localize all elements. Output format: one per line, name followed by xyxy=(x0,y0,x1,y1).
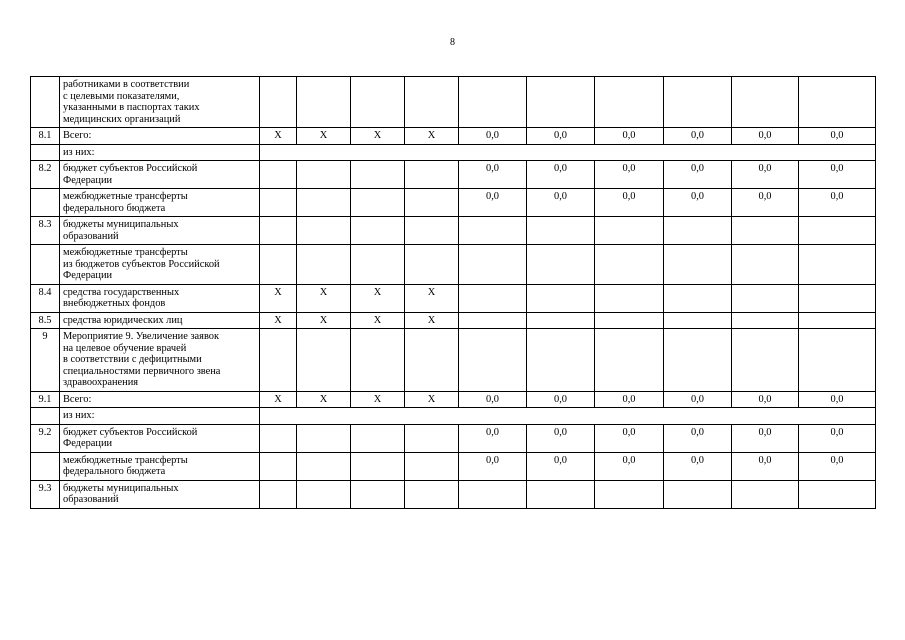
table-cell: Х xyxy=(297,312,351,329)
row-number xyxy=(31,189,60,217)
table-cell xyxy=(732,217,799,245)
table-cell: 0,0 xyxy=(459,391,527,408)
row-description: Всего: xyxy=(60,128,260,145)
table-cell xyxy=(664,77,732,128)
table-cell: Х xyxy=(351,391,405,408)
table-cell: 0,0 xyxy=(595,424,664,452)
table-cell xyxy=(260,452,297,480)
table-cell xyxy=(405,161,459,189)
table-cell xyxy=(595,284,664,312)
table-cell xyxy=(799,480,876,508)
table-cell: 0,0 xyxy=(595,391,664,408)
table-cell: 0,0 xyxy=(664,391,732,408)
row-description: из них: xyxy=(60,144,260,161)
table-cell xyxy=(297,452,351,480)
row-description: межбюджетные трансферты федерального бюджета xyxy=(60,189,260,217)
table-cell: 0,0 xyxy=(732,128,799,145)
table-cell: Х xyxy=(260,128,297,145)
table-cell xyxy=(405,217,459,245)
table-cell: Х xyxy=(405,391,459,408)
table-cell: 0,0 xyxy=(459,128,527,145)
table-cell xyxy=(732,284,799,312)
table-cell xyxy=(260,189,297,217)
table-cell: 0,0 xyxy=(664,189,732,217)
table-cell xyxy=(260,329,297,392)
row-number: 8.5 xyxy=(31,312,60,329)
table-cell: Х xyxy=(351,128,405,145)
row-description: средства государственных внебюджетных фондов xyxy=(60,284,260,312)
table-cell xyxy=(527,312,595,329)
table-row xyxy=(31,77,876,128)
row-number xyxy=(31,408,60,425)
table-cell xyxy=(297,480,351,508)
table-cell xyxy=(459,217,527,245)
row-description: работниками в соответствии с целевыми показателями, указанными в паспортах таких медицинских организаций xyxy=(60,77,260,128)
table-cell xyxy=(799,312,876,329)
table-cell xyxy=(799,284,876,312)
table-cell xyxy=(527,217,595,245)
table-cell xyxy=(260,77,297,128)
table-row xyxy=(31,312,876,329)
budget-table xyxy=(30,76,876,509)
table-row xyxy=(31,391,876,408)
table-cell: 0,0 xyxy=(799,189,876,217)
table-cell xyxy=(351,217,405,245)
table-cell: 0,0 xyxy=(664,128,732,145)
table-cell: 0,0 xyxy=(732,189,799,217)
table-cell: 0,0 xyxy=(595,128,664,145)
table-cell xyxy=(297,77,351,128)
row-number: 8.1 xyxy=(31,128,60,145)
table-cell: 0,0 xyxy=(459,452,527,480)
table-cell xyxy=(527,480,595,508)
table-cell xyxy=(459,77,527,128)
row-description: бюджет субъектов Российской Федерации xyxy=(60,161,260,189)
table-cell: 0,0 xyxy=(799,452,876,480)
table-cell xyxy=(664,329,732,392)
row-number xyxy=(31,144,60,161)
row-description: Всего: xyxy=(60,391,260,408)
table-cell: Х xyxy=(297,128,351,145)
table-cell: 0,0 xyxy=(459,161,527,189)
table-cell: Х xyxy=(351,312,405,329)
row-number: 9.1 xyxy=(31,391,60,408)
table-cell xyxy=(351,452,405,480)
table-cell: Х xyxy=(405,312,459,329)
row-number: 8.2 xyxy=(31,161,60,189)
table-cell xyxy=(595,312,664,329)
table-cell xyxy=(799,245,876,285)
table-cell: 0,0 xyxy=(595,161,664,189)
table-cell: 0,0 xyxy=(459,424,527,452)
table-cell: 0,0 xyxy=(664,161,732,189)
table-row xyxy=(31,480,876,508)
table-cell xyxy=(595,77,664,128)
row-description: межбюджетные трансферты из бюджетов субъектов Российской Федерации xyxy=(60,245,260,285)
table-cell: 0,0 xyxy=(595,452,664,480)
table-cell xyxy=(260,424,297,452)
table-cell: 0,0 xyxy=(732,161,799,189)
table-cell xyxy=(732,245,799,285)
table-cell: 0,0 xyxy=(527,391,595,408)
table-cell xyxy=(664,312,732,329)
table-cell xyxy=(351,480,405,508)
row-description: межбюджетные трансферты федерального бюджета xyxy=(60,452,260,480)
table-cell: 0,0 xyxy=(799,128,876,145)
table-cell xyxy=(297,424,351,452)
table-cell: 0,0 xyxy=(527,424,595,452)
table-cell xyxy=(405,245,459,285)
table-cell: 0,0 xyxy=(799,424,876,452)
table-cell: Х xyxy=(405,284,459,312)
table-cell xyxy=(405,480,459,508)
table-row xyxy=(31,189,876,217)
row-number: 9.3 xyxy=(31,480,60,508)
table-cell xyxy=(260,217,297,245)
table-cell xyxy=(527,77,595,128)
table-cell xyxy=(405,329,459,392)
table-row xyxy=(31,424,876,452)
table-cell: Х xyxy=(260,284,297,312)
table-cell: 0,0 xyxy=(527,452,595,480)
table-cell: Х xyxy=(260,312,297,329)
row-description: бюджеты муниципальных образований xyxy=(60,217,260,245)
row-description: средства юридических лиц xyxy=(60,312,260,329)
table-cell xyxy=(459,284,527,312)
table-cell xyxy=(527,284,595,312)
span-cell xyxy=(260,144,876,161)
table-cell: Х xyxy=(297,284,351,312)
table-cell xyxy=(405,424,459,452)
table-cell: 0,0 xyxy=(799,391,876,408)
table-cell xyxy=(732,77,799,128)
table-cell: 0,0 xyxy=(459,189,527,217)
table-row xyxy=(31,329,876,392)
row-description: из них: xyxy=(60,408,260,425)
table-cell: 0,0 xyxy=(527,128,595,145)
row-number xyxy=(31,452,60,480)
table-cell xyxy=(405,77,459,128)
table-cell: 0,0 xyxy=(732,424,799,452)
table-cell xyxy=(732,480,799,508)
table-cell xyxy=(459,480,527,508)
row-number xyxy=(31,245,60,285)
table-cell xyxy=(527,245,595,285)
row-description: бюджет субъектов Российской Федерации xyxy=(60,424,260,452)
table-cell: 0,0 xyxy=(732,391,799,408)
table-cell xyxy=(351,245,405,285)
table-cell: Х xyxy=(297,391,351,408)
row-number: 9 xyxy=(31,329,60,392)
table-row xyxy=(31,408,876,425)
table-cell xyxy=(297,161,351,189)
table-row xyxy=(31,161,876,189)
table-cell xyxy=(459,312,527,329)
table-cell xyxy=(799,77,876,128)
table-row xyxy=(31,144,876,161)
table-cell xyxy=(595,217,664,245)
table-cell xyxy=(459,245,527,285)
table-cell xyxy=(527,329,595,392)
table-cell xyxy=(260,161,297,189)
table-cell xyxy=(405,452,459,480)
table-cell xyxy=(664,245,732,285)
table-cell: Х xyxy=(260,391,297,408)
table-cell xyxy=(595,329,664,392)
table-cell: 0,0 xyxy=(595,189,664,217)
table-cell xyxy=(297,245,351,285)
table-cell xyxy=(351,77,405,128)
table-cell xyxy=(351,424,405,452)
table-row xyxy=(31,217,876,245)
table-cell xyxy=(260,480,297,508)
table-row xyxy=(31,452,876,480)
table-cell xyxy=(351,161,405,189)
table-row xyxy=(31,245,876,285)
table-cell: Х xyxy=(405,128,459,145)
table-cell xyxy=(664,480,732,508)
table-body xyxy=(31,77,876,509)
table-cell xyxy=(297,329,351,392)
table-cell: 0,0 xyxy=(664,452,732,480)
table-cell xyxy=(595,245,664,285)
table-cell xyxy=(351,329,405,392)
row-description: бюджеты муниципальных образований xyxy=(60,480,260,508)
row-number xyxy=(31,77,60,128)
table-cell: 0,0 xyxy=(732,452,799,480)
row-number: 9.2 xyxy=(31,424,60,452)
table-cell: 0,0 xyxy=(664,424,732,452)
table-cell xyxy=(351,189,405,217)
row-number: 8.4 xyxy=(31,284,60,312)
table-cell xyxy=(799,217,876,245)
row-description: Мероприятие 9. Увеличение заявок на целевое обучение врачей в соответствии с дефицитными специальностями первичного звена здравоохранения xyxy=(60,329,260,392)
table-cell: Х xyxy=(351,284,405,312)
table-cell: 0,0 xyxy=(527,161,595,189)
table-row xyxy=(31,284,876,312)
table-cell xyxy=(732,312,799,329)
table-cell xyxy=(459,329,527,392)
table-cell xyxy=(297,217,351,245)
table-cell: 0,0 xyxy=(527,189,595,217)
table-cell xyxy=(595,480,664,508)
table-cell xyxy=(405,189,459,217)
span-cell xyxy=(260,408,876,425)
table-row xyxy=(31,128,876,145)
table-cell xyxy=(664,284,732,312)
table-cell xyxy=(664,217,732,245)
table-cell xyxy=(799,329,876,392)
row-number: 8.3 xyxy=(31,217,60,245)
table-cell: 0,0 xyxy=(799,161,876,189)
page-number: 8 xyxy=(450,37,455,48)
table-cell xyxy=(260,245,297,285)
table-cell xyxy=(732,329,799,392)
table-cell xyxy=(297,189,351,217)
